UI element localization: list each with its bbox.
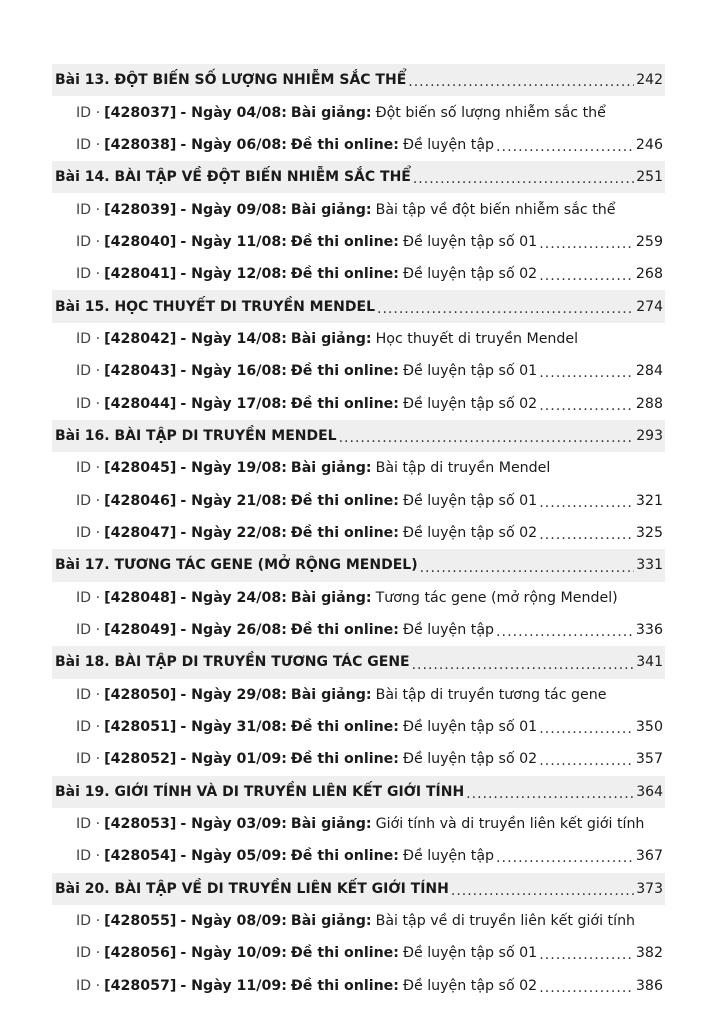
entry-title: Đề luyện tập số 01 (402, 719, 538, 736)
id-prefix: ID · (76, 945, 101, 962)
id-prefix: ID · (76, 589, 101, 606)
entry-date: - Ngày 21/08: (180, 492, 287, 509)
id-prefix: ID · (76, 233, 101, 250)
id-prefix: ID · (76, 913, 101, 930)
entry-date: - Ngày 04/08: (180, 104, 287, 121)
dot-leader (412, 658, 635, 679)
entry-id: [428054] (104, 848, 177, 865)
entry-type: Đề thi online: (290, 524, 399, 541)
entry-type: Đề thi online: (290, 848, 399, 865)
entry-id: [428039] (104, 201, 177, 218)
entry-title: Bài tập di truyền Mendel (375, 460, 551, 477)
section-heading[interactable] (52, 549, 665, 581)
entry-type: Bài giảng: (290, 589, 372, 606)
dot-leader (539, 237, 634, 258)
dot-leader (539, 948, 634, 969)
section-heading[interactable] (52, 64, 665, 96)
entry-type: Đề thi online: (290, 266, 399, 283)
entry-id: [428051] (104, 719, 177, 736)
entry-id: [428040] (104, 233, 177, 250)
entry-title: Đề luyện tập số 01 (402, 233, 538, 250)
section-title: Bài 20. BÀI TẬP VỀ DI TRUYỀN LIÊN KẾT GIỚI TÍNH (55, 880, 449, 897)
entry-id: [428042] (104, 330, 177, 347)
dot-leader (408, 75, 634, 96)
section-title: Bài 17. TƯƠNG TÁC GENE (MỞ RỘNG MENDEL) (55, 557, 418, 574)
entry-date: - Ngày 05/09: (180, 848, 287, 865)
entry-type: Đề thi online: (290, 492, 399, 509)
dot-leader (377, 302, 634, 323)
entry-title: Bài tập về di truyền liên kết giới tính (375, 913, 636, 930)
entry-id: [428052] (104, 751, 177, 768)
entry-date: - Ngày 01/09: (180, 751, 287, 768)
page-number: 251 (636, 169, 663, 186)
entry-title: Bài tập di truyền tương tác gene (375, 686, 607, 703)
id-prefix: ID · (76, 719, 101, 736)
id-prefix: ID · (76, 330, 101, 347)
toc-entry[interactable] (52, 679, 665, 711)
page-number: 386 (635, 977, 663, 994)
section-heading[interactable] (52, 161, 665, 193)
id-prefix: ID · (76, 816, 101, 833)
entry-type: Đề thi online: (290, 363, 399, 380)
page-number: 350 (635, 719, 663, 736)
id-prefix: ID · (76, 266, 101, 283)
dot-leader (413, 172, 634, 193)
entry-type: Bài giảng: (290, 816, 372, 833)
entry-date: - Ngày 03/09: (180, 816, 287, 833)
page-number: 325 (635, 524, 663, 541)
toc-entry[interactable] (52, 323, 665, 355)
entry-type: Bài giảng: (290, 913, 372, 930)
entry-type: Đề thi online: (290, 233, 399, 250)
entry-id: [428038] (104, 136, 177, 153)
entry-title: Đề luyện tập số 02 (402, 524, 538, 541)
entry-id: [428043] (104, 363, 177, 380)
id-prefix: ID · (76, 492, 101, 509)
entry-title: Bài tập về đột biến nhiễm sắc thể (375, 201, 616, 218)
entry-date: - Ngày 14/08: (180, 330, 287, 347)
entry-id: [428055] (104, 913, 177, 930)
dot-leader (539, 528, 634, 549)
page-number: 321 (635, 492, 663, 509)
entry-type: Đề thi online: (290, 719, 399, 736)
entry-date: - Ngày 19/08: (180, 460, 287, 477)
dot-leader (539, 981, 634, 1002)
page-number: 242 (636, 72, 663, 89)
entry-date: - Ngày 10/09: (180, 945, 287, 962)
toc-entry[interactable] (52, 937, 665, 969)
dot-leader (496, 140, 634, 161)
id-prefix: ID · (76, 460, 101, 477)
dot-leader (539, 269, 634, 290)
page-number: 357 (635, 751, 663, 768)
dot-leader (466, 787, 634, 808)
entry-type: Đề thi online: (290, 136, 399, 153)
page-number: 364 (636, 783, 663, 800)
entry-id: [428045] (104, 460, 177, 477)
entry-type: Bài giảng: (290, 330, 372, 347)
table-of-contents (52, 64, 665, 1002)
entry-id: [428047] (104, 524, 177, 541)
page-number: 367 (635, 848, 663, 865)
page-number: 274 (636, 298, 663, 315)
id-prefix: ID · (76, 395, 101, 412)
toc-entry[interactable] (52, 258, 665, 290)
toc-entry[interactable] (52, 355, 665, 387)
entry-date: - Ngày 09/08: (180, 201, 287, 218)
entry-title: Đề luyện tập số 02 (402, 266, 538, 283)
entry-title: Đề luyện tập số 02 (402, 751, 538, 768)
id-prefix: ID · (76, 977, 101, 994)
toc-entry[interactable] (52, 129, 665, 161)
entry-id: [428056] (104, 945, 177, 962)
entry-id: [428041] (104, 266, 177, 283)
entry-id: [428046] (104, 492, 177, 509)
dot-leader (496, 625, 634, 646)
page-number: 288 (635, 395, 663, 412)
dot-leader (339, 431, 635, 452)
dot-leader (539, 722, 634, 743)
toc-entry[interactable] (52, 970, 665, 1002)
entry-type: Bài giảng: (290, 686, 372, 703)
section-title: Bài 13. ĐỘT BIẾN SỐ LƯỢNG NHIỄM SẮC THỂ (55, 72, 407, 89)
section-heading[interactable] (52, 420, 665, 452)
id-prefix: ID · (76, 686, 101, 703)
entry-title: Tương tác gene (mở rộng Mendel) (375, 589, 618, 606)
entry-date: - Ngày 12/08: (180, 266, 287, 283)
entry-title: Đề luyện tập số 02 (402, 395, 538, 412)
toc-entry[interactable] (52, 387, 665, 419)
entry-title: Giới tính và di truyền liên kết giới tính (375, 816, 645, 833)
entry-date: - Ngày 26/08: (180, 622, 287, 639)
entry-id: [428053] (104, 816, 177, 833)
section-heading[interactable] (52, 646, 665, 678)
entry-date: - Ngày 22/08: (180, 524, 287, 541)
id-prefix: ID · (76, 104, 101, 121)
entry-title: Đề luyện tập số 01 (402, 492, 538, 509)
page-number: 336 (635, 622, 663, 639)
entry-title: Học thuyết di truyền Mendel (375, 330, 579, 347)
entry-type: Đề thi online: (290, 945, 399, 962)
id-prefix: ID · (76, 524, 101, 541)
toc-entry[interactable] (52, 582, 665, 614)
dot-leader (539, 754, 634, 775)
toc-entry[interactable] (52, 905, 665, 937)
entry-date: - Ngày 31/08: (180, 719, 287, 736)
page-number: 284 (635, 363, 663, 380)
section-heading[interactable] (52, 776, 665, 808)
page-number: 331 (636, 557, 663, 574)
toc-entry[interactable] (52, 193, 665, 225)
toc-entry[interactable] (52, 484, 665, 516)
entry-title: Đột biến số lượng nhiễm sắc thể (375, 104, 606, 121)
id-prefix: ID · (76, 363, 101, 380)
entry-date: - Ngày 06/08: (180, 136, 287, 153)
entry-id: [428057] (104, 977, 177, 994)
entry-type: Bài giảng: (290, 201, 372, 218)
entry-type: Bài giảng: (290, 104, 372, 121)
entry-type: Đề thi online: (290, 977, 399, 994)
toc-entry[interactable] (52, 808, 665, 840)
dot-leader (420, 561, 635, 582)
page-number: 373 (636, 880, 663, 897)
entry-id: [428044] (104, 395, 177, 412)
dot-leader (539, 366, 634, 387)
entry-title: Đề luyện tập số 01 (402, 363, 538, 380)
id-prefix: ID · (76, 136, 101, 153)
entry-title: Đề luyện tập (402, 622, 495, 639)
toc-entry[interactable] (52, 840, 665, 872)
entry-type: Bài giảng: (290, 460, 372, 477)
entry-title: Đề luyện tập (402, 848, 495, 865)
id-prefix: ID · (76, 848, 101, 865)
page-number: 293 (636, 427, 663, 444)
entry-id: [428048] (104, 589, 177, 606)
entry-date: - Ngày 17/08: (180, 395, 287, 412)
toc-entry[interactable] (52, 711, 665, 743)
id-prefix: ID · (76, 622, 101, 639)
section-title: Bài 16. BÀI TẬP DI TRUYỀN MENDEL (55, 427, 337, 444)
toc-entry[interactable] (52, 614, 665, 646)
id-prefix: ID · (76, 751, 101, 768)
dot-leader (451, 884, 634, 905)
entry-id: [428050] (104, 686, 177, 703)
entry-type: Đề thi online: (290, 622, 399, 639)
section-heading[interactable] (52, 290, 665, 322)
entry-date: - Ngày 16/08: (180, 363, 287, 380)
toc-entry[interactable] (52, 517, 665, 549)
page-number: 268 (635, 266, 663, 283)
entry-date: - Ngày 08/09: (180, 913, 287, 930)
page-number: 246 (635, 136, 663, 153)
entry-type: Đề thi online: (290, 751, 399, 768)
page-number: 341 (636, 654, 663, 671)
toc-entry[interactable] (52, 452, 665, 484)
page-number: 259 (635, 233, 663, 250)
entry-title: Đề luyện tập (402, 136, 495, 153)
entry-date: - Ngày 11/08: (180, 233, 287, 250)
page-number: 382 (635, 945, 663, 962)
entry-title: Đề luyện tập số 02 (402, 977, 538, 994)
toc-entry[interactable] (52, 226, 665, 258)
section-heading[interactable] (52, 873, 665, 905)
entry-date: - Ngày 29/08: (180, 686, 287, 703)
section-title: Bài 14. BÀI TẬP VỀ ĐỘT BIẾN NHIỄM SẮC THỂ (55, 169, 411, 186)
section-title: Bài 18. BÀI TẬP DI TRUYỀN TƯƠNG TÁC GENE (55, 654, 410, 671)
dot-leader (539, 496, 634, 517)
entry-date: - Ngày 11/09: (180, 977, 287, 994)
id-prefix: ID · (76, 201, 101, 218)
dot-leader (539, 399, 634, 420)
entry-date: - Ngày 24/08: (180, 589, 287, 606)
dot-leader (496, 851, 634, 872)
toc-entry[interactable] (52, 743, 665, 775)
toc-entry[interactable] (52, 96, 665, 128)
entry-title: Đề luyện tập số 01 (402, 945, 538, 962)
entry-type: Đề thi online: (290, 395, 399, 412)
section-title: Bài 19. GIỚI TÍNH VÀ DI TRUYỀN LIÊN KẾT GIỚI TÍNH (55, 783, 465, 800)
entry-id: [428049] (104, 622, 177, 639)
entry-id: [428037] (104, 104, 177, 121)
section-title: Bài 15. HỌC THUYẾT DI TRUYỀN MENDEL (55, 298, 376, 315)
